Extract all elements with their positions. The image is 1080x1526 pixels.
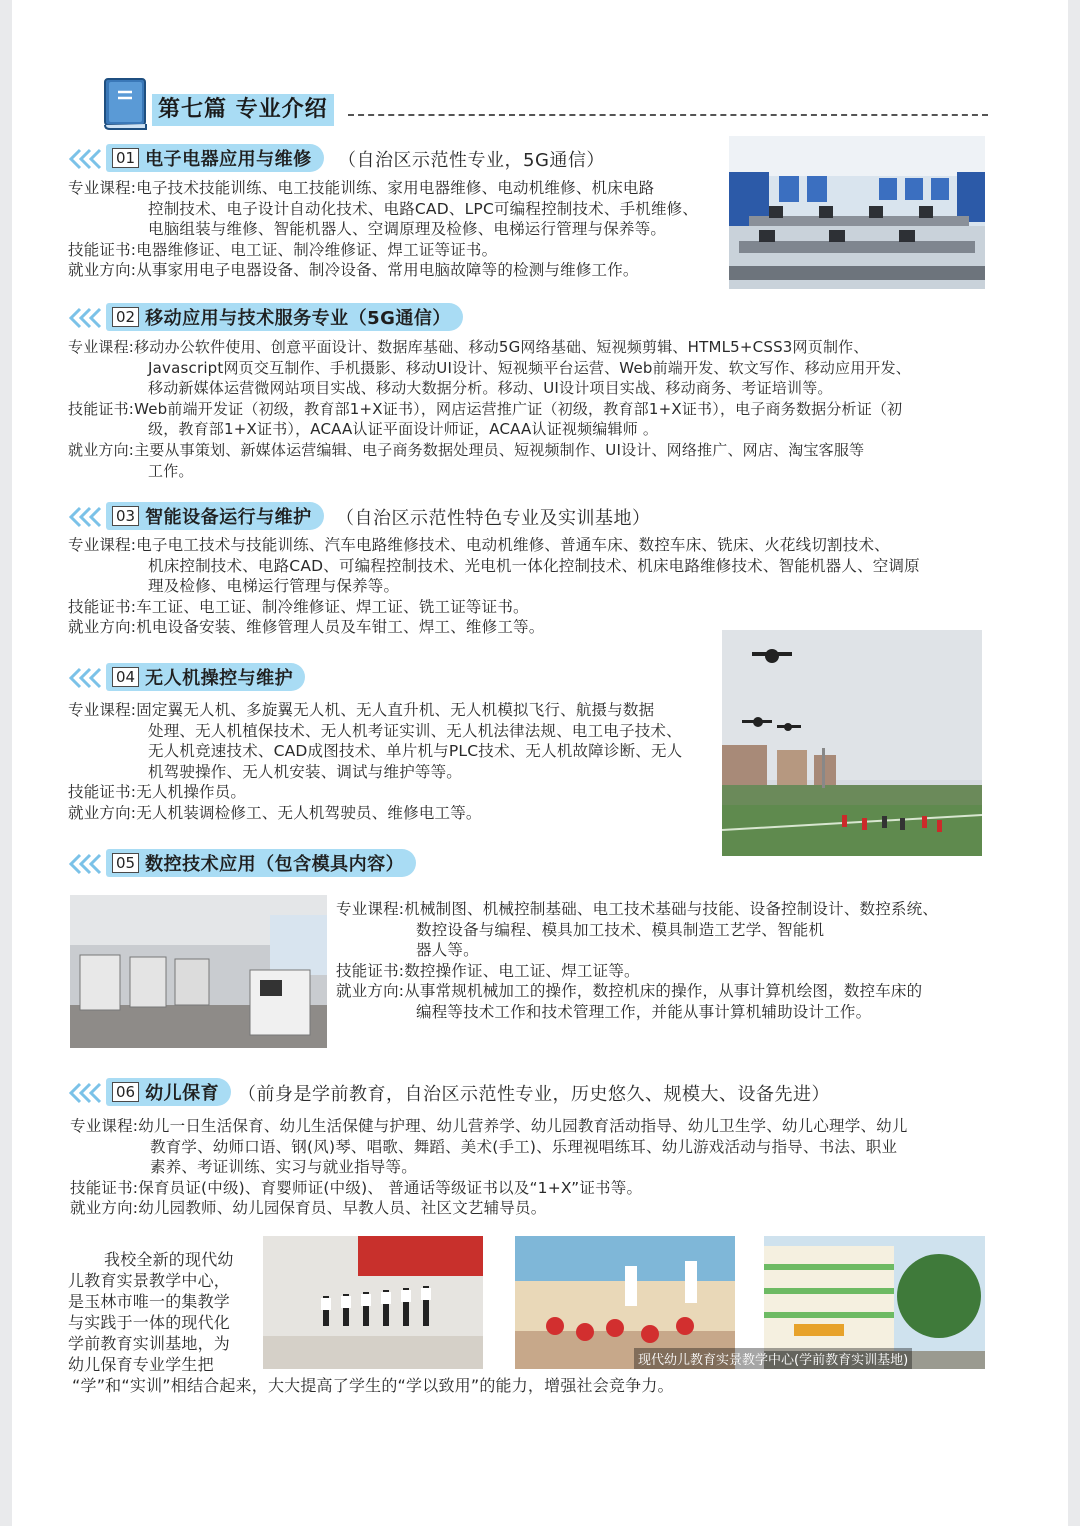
major-01-name: 电子电器应用与维修: [145, 149, 312, 170]
job-label: 就业方向:: [68, 803, 137, 822]
course-line: 数控设备与编程、模具加工技术、模具制造工艺学、智能机: [416, 920, 825, 939]
major-06-name: 幼儿保育: [145, 1083, 220, 1104]
cert-label: 技能证书:: [336, 961, 405, 980]
major-06-body: [70, 1116, 1000, 1219]
job-line: 无人机装调检修工、无人机驾驶员、维修电工等。: [136, 803, 482, 822]
double-chevron-icon: [68, 506, 102, 528]
major-02-pill: [106, 303, 463, 331]
job-line: 幼儿园教师、幼儿园保育员、早教人员、社区文艺辅导员。: [138, 1199, 547, 1218]
cnc-workshop-photo: [70, 895, 327, 1048]
major-03-pill: [106, 502, 324, 530]
footer-line: 与实践于一体的现代化: [68, 1313, 231, 1332]
major-04-number: 04: [112, 667, 139, 687]
major-04-pill: [106, 663, 305, 691]
job-label: 就业方向:: [70, 1199, 139, 1218]
major-03-note: （自治区示范性特色专业及实训基地）: [336, 508, 651, 529]
footer-paragraph: [68, 1249, 268, 1375]
major-06-pill: [106, 1078, 231, 1106]
major-02-body: [68, 337, 998, 481]
course-line: 器人等。: [416, 941, 479, 960]
electronics-lab-photo: [729, 136, 985, 289]
course-line: 机驾驶操作、无人机安装、调试与维护等等。: [148, 762, 463, 781]
double-chevron-icon: [68, 667, 102, 689]
course-label: 专业课程:: [70, 1117, 139, 1135]
course-line: 幼儿一日生活保育、幼儿生活保健与护理、幼儿营养学、幼儿园教育活动指导、幼儿卫生学、幼儿心理学、幼儿: [138, 1117, 908, 1135]
cert-label: 技能证书:: [70, 1178, 139, 1197]
course-label: 专业课程:: [68, 701, 137, 719]
course-line: 素养、考证训练、实习与就业指导等。: [150, 1158, 417, 1177]
footer-line: 幼儿保育专业学生把: [68, 1355, 214, 1374]
course-line: 机床控制技术、电路CAD、可编程控制技术、光电机一体化控制技术、机床电路维修技术、智能机器人、空调原: [148, 556, 920, 575]
job-label: 就业方向:: [68, 618, 137, 637]
job-line: 机电设备安装、维修管理人员及车钳工、焊工、维修工等。: [136, 618, 545, 637]
job-line: 编程等技术工作和技术管理工作，并能从事计算机辅助设计工作。: [416, 1002, 872, 1021]
cert-label: 技能证书:: [68, 597, 137, 616]
double-chevron-icon: [68, 853, 102, 875]
major-01-body: [68, 178, 728, 281]
brochure-page: [12, 0, 1068, 1526]
course-line: 教育学、幼师口语、钢(风)琴、唱歌、舞蹈、美术(手工)、乐理视唱练耳、幼儿游戏活动与指导、书法、职业: [150, 1137, 898, 1156]
footer-line: 学前教育实训基地，为: [68, 1334, 231, 1353]
cert-line: 级，教育部1+X证书），ACAA认证平面设计师证，ACAA认证视频编辑师 。: [148, 420, 659, 439]
course-line: 电子技术技能训练、电工技能训练、家用电器维修、电动机维修、机床电路: [136, 179, 655, 197]
major-05-name: 数控技术应用（包含模具内容）: [145, 854, 405, 875]
course-line: 固定翼无人机、多旋翼无人机、无人直升机、无人机模拟飞行、航摄与数据: [136, 701, 655, 719]
major-01-pill: [106, 144, 324, 172]
course-label: 专业课程:: [68, 179, 137, 197]
job-line: 从事常规机械加工的操作，数控机床的操作，从事计算机绘图，数控车床的: [404, 982, 923, 1001]
cert-line: 保育员证(中级)、育婴师证(中级)、 普通话等级证书以及“1+X”证书等。: [138, 1178, 643, 1197]
major-03-body: [68, 535, 998, 638]
drone-field-photo: [722, 630, 982, 856]
course-label: 专业课程:: [68, 338, 135, 356]
double-chevron-icon: [68, 307, 102, 329]
double-chevron-icon: [68, 148, 102, 170]
major-05-body: [336, 899, 996, 1023]
course-line: 移动办公软件使用、创意平面设计、数据库基础、移动5G网络基础、短视频剪辑、HTML5+CSS3网页制作、: [134, 338, 869, 356]
major-02-name: 移动应用与技术服务专业（5G通信）: [145, 308, 451, 329]
footer-line: 是玉林市唯一的集教学: [68, 1292, 231, 1311]
course-line: 无人机竞速技术、CAD成图技术、单片机与PLC技术、无人机故障诊断、无人: [148, 742, 683, 761]
course-line: 机械制图、机械控制基础、电工技术基础与技能、设备控制设计、数控系统、: [404, 900, 939, 918]
cert-label: 技能证书:: [68, 783, 137, 802]
course-line: 控制技术、电子设计自动化技术、电路CAD、LPC可编程控制技术、手机维修、: [148, 199, 699, 218]
job-line: 从事家用电子电器设备、制冷设备、常用电脑故障等的检测与维修工作。: [136, 261, 639, 280]
book-icon: [102, 76, 150, 130]
course-line: Javascript网页交互制作、手机摄影、移动UI设计、短视频平台运营、Web前端开发、软文写作、移动应用开发、: [148, 358, 911, 377]
dance-class-photo: [263, 1236, 483, 1369]
major-05-number: 05: [112, 853, 139, 873]
course-label: 专业课程:: [336, 900, 405, 918]
major-06-number: 06: [112, 1082, 139, 1102]
job-label: 就业方向:: [336, 982, 405, 1001]
cert-line: 无人机操作员。: [136, 783, 247, 802]
job-line: 工作。: [148, 461, 194, 480]
major-06-note: （前身是学前教育，自治区示范性专业，历史悠久、规模大、设备先进）: [238, 1084, 830, 1105]
course-label: 专业课程:: [68, 536, 137, 554]
cert-label: 技能证书:: [68, 399, 135, 418]
cert-line: 电器维修证、电工证、制冷维修证、焊工证等证书。: [136, 240, 498, 259]
major-01-number: 01: [112, 148, 139, 168]
major-03-name: 智能设备运行与维护: [145, 507, 312, 528]
major-04-name: 无人机操控与维护: [145, 668, 294, 689]
cert-line: 车工证、电工证、制冷维修证、焊工证、铣工证等证书。: [136, 597, 529, 616]
major-03-number: 03: [112, 506, 139, 526]
chapter-title: 第七篇 专业介绍: [152, 94, 334, 126]
job-label: 就业方向:: [68, 261, 137, 280]
major-01-note: （自治区示范性专业，5G通信）: [338, 150, 605, 171]
footer-line: 我校全新的现代幼: [104, 1250, 234, 1269]
photo-caption: 现代幼儿教育实景教学中心(学前教育实训基地): [634, 1348, 912, 1369]
course-line: 理及检修、电梯运行管理与保养等。: [148, 577, 400, 596]
job-label: 就业方向:: [68, 440, 135, 459]
chapter-header: [102, 76, 992, 132]
chapter-dash-line: [348, 114, 988, 116]
course-line: 电子电工技术与技能训练、汽车电路维修技术、电动机维修、普通车床、数控车床、铣床、火花线切割技术、: [136, 536, 890, 554]
footer-last-line: “学”和“实训”相结合起来，大大提高了学生的“学以致用”的能力，增强社会竞争力。: [72, 1376, 674, 1395]
major-02-number: 02: [112, 307, 139, 327]
course-line: 处理、无人机植保技术、无人机考证实训、无人机法律法规、电工电子技术、: [148, 721, 682, 740]
cert-label: 技能证书:: [68, 240, 137, 259]
job-line: 主要从事策划、新媒体运营编辑、电子商务数据处理员、短视频制作、UI设计、网络推广、网店、淘宝客服等: [134, 440, 865, 459]
footer-line: 儿教育实景教学中心，: [68, 1271, 231, 1290]
major-05-pill: [106, 849, 416, 877]
course-line: 电脑组装与维修、智能机器人、空调原理及检修、电梯运行管理与保养等。: [148, 220, 667, 239]
double-chevron-icon: [68, 1082, 102, 1104]
major-04-body: [68, 700, 718, 824]
cert-line: Web前端开发证（初级，教育部1+X证书），网店运营推广证（初级，教育部1+X证书），电子商务数据分析证（初: [134, 399, 903, 418]
cert-line: 数控操作证、电工证、焊工证等。: [404, 961, 640, 980]
course-line: 移动新媒体运营微网站项目实战、移动大数据分析。移动、UI设计项目实战、移动商务、考证培训等。: [148, 379, 833, 398]
